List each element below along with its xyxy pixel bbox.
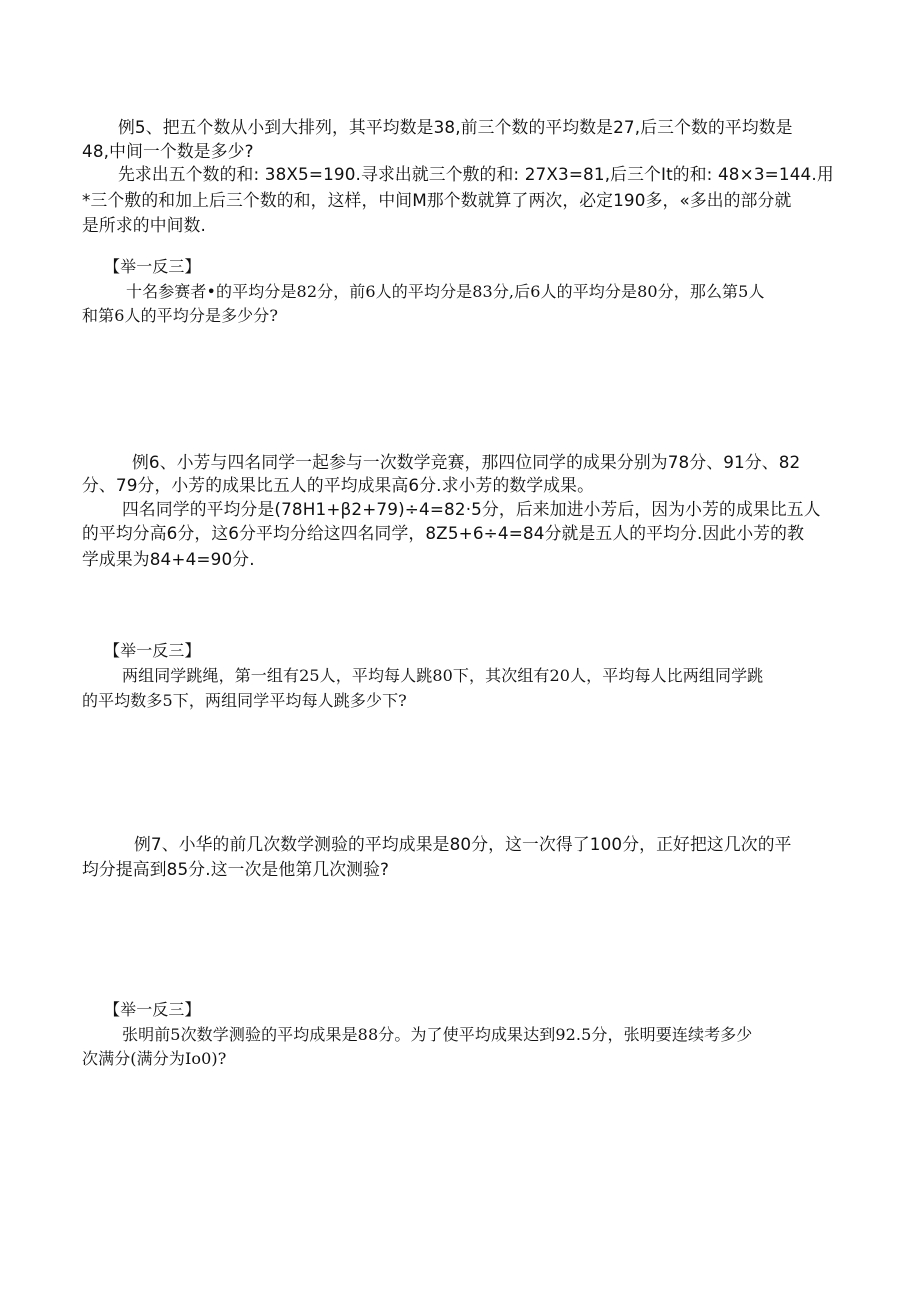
example6-question-line-2: 分、79分，小芳的成果比五人的平均成果高6分.求小芳的数学成果。 <box>82 475 595 495</box>
practice2-heading: 【举一反三】 <box>104 641 201 660</box>
example7-question-line-1: 例7、小华的前几次数学测验的平均成果是80分，这一次得了100分，正好把这几次的平 <box>134 834 792 854</box>
example7-question-line-2: 均分提高到85分.这一次是他第几次测验? <box>82 859 390 879</box>
example5-solution-line-2: *三个敷的和加上后三个数的和，这样，中间M那个数就算了两次，必定190多，«多出的部分就 <box>82 190 792 210</box>
practice2-line-2: 的平均数多5下，两组同学平均每人跳多少下? <box>82 691 407 710</box>
example6-solution-line-1: 四名同学的平均分是(78H1+β2+79)÷4=82·5分，后来加进小芳后，因为小芳的成果比五人 <box>122 499 821 519</box>
example5-solution-line-3: 是所求的中间数. <box>82 215 207 235</box>
practice1-heading: 【举一反三】 <box>104 257 201 276</box>
practice1-line-2: 和第6人的平均分是多少分? <box>82 306 279 325</box>
practice3-line-1: 张明前5次数学测验的平均成果是88分。为了使平均成果达到92.5分，张明要连续考多少 <box>122 1025 753 1044</box>
example6-solution-line-3: 学成果为84+4=90分. <box>82 549 255 569</box>
example5-question-line-1: 例5、把五个数从小到大排列，其平均数是38,前三个数的平均数是27,后三个数的平均数是 <box>118 117 793 137</box>
example6-solution-line-2: 的平均分高6分，这6分平均分给这四名同学，8Z5+6÷4=84分就是五人的平均分.因此小芳的教 <box>82 523 805 543</box>
practice1-line-1: 十名参赛者•的平均分是82分，前6人的平均分是83分,后6人的平均分是80分，那么第5人 <box>126 282 765 301</box>
practice2-line-1: 两组同学跳绳，第一组有25人，平均每人跳80下，其次组有20人，平均每人比两组同学跳 <box>122 666 764 685</box>
example5-question-line-2: 48,中间一个数是多少? <box>82 141 254 161</box>
example5-solution-line-1: 先求出五个数的和: 38X5=190.寻求出就三个敷的和: 27X3=81,后三个It的和: 48×3=144.用 <box>118 164 834 184</box>
practice3-line-2: 次满分(满分为Io0)? <box>82 1049 227 1068</box>
practice3-heading: 【举一反三】 <box>104 1000 201 1019</box>
example6-question-line-1: 例6、小芳与四名同学一起参与一次数学竞赛，那四位同学的成果分别为78分、91分、82 <box>132 452 801 472</box>
